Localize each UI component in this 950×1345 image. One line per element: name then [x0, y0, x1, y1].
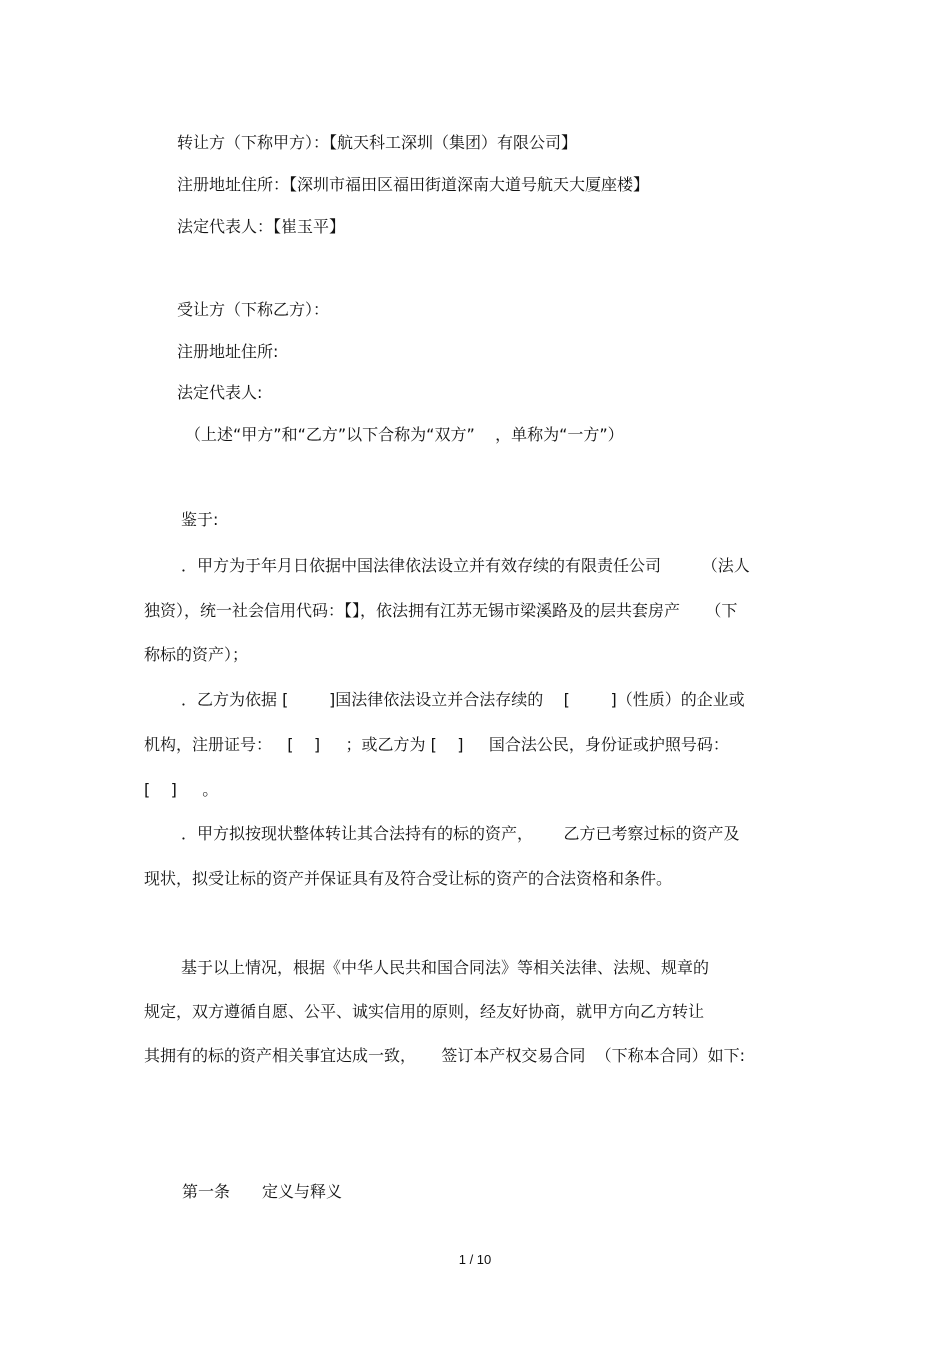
- recital-3-line-2: 现状，拟受让标的资产并保证具有及符合受让标的资产的合法资格和条件。: [144, 869, 673, 888]
- transferor-representative: 法定代表人：【崔玉平】: [177, 217, 346, 236]
- recital-2-line-3: [ ] 。: [144, 780, 219, 799]
- page-number: 1 / 10: [458, 1252, 492, 1267]
- recitals-heading: 鉴于:: [181, 510, 219, 529]
- recital-1-line-2: 独资），统一社会信用代码：【】，依法拥有江苏无锡市梁溪路及的层共套房产 （下: [144, 601, 738, 620]
- recital-1-line-1: ．甲方为于年月日依据中国法律依法设立并有效存续的有限责任公司 （法人: [181, 556, 750, 575]
- collective-note: （上述“甲方”和“乙方”以下合称为“双方” ，单称为“一方”）: [185, 425, 624, 444]
- transferor-address: 注册地址住所：【深圳市福田区福田街道深南大道号航天大厦座楼】: [177, 175, 650, 194]
- transferor-title: 转让方（下称甲方）：【航天科工深圳（集团）有限公司】: [177, 133, 578, 152]
- recital-2-line-2: 机构，注册证号： [ ] ；或乙方为 [ ] 国合法公民，身份证或护照号码：: [144, 735, 729, 754]
- recital-3-line-1: ．甲方拟按现状整体转让其合法持有的标的资产， 乙方已考察过标的资产及: [181, 824, 740, 843]
- basis-line-1: 基于以上情况，根据《中华人民共和国合同法》等相关法律、法规、规章的: [181, 958, 710, 977]
- recital-1-line-3: 称标的资产）；: [144, 645, 249, 664]
- article-1-number: 第一条: [182, 1182, 231, 1201]
- transferee-title: 受让方（下称乙方）：: [177, 300, 330, 319]
- transferee-representative: 法定代表人:: [177, 383, 263, 402]
- transferee-address: 注册地址住所:: [177, 342, 279, 361]
- basis-line-2: 规定，双方遵循自愿、公平、诚实信用的原则，经友好协商，就甲方向乙方转让: [144, 1002, 705, 1021]
- article-1-title: 定义与释义: [262, 1182, 343, 1201]
- basis-line-3: 其拥有的标的资产相关事宜达成一致， 签订本产权交易合同 （下称本合同）如下:: [144, 1046, 745, 1065]
- recital-2-line-1: ．乙方为依据 [ ]国法律依法设立并合法存续的 [ ]（性质）的企业或: [181, 690, 745, 709]
